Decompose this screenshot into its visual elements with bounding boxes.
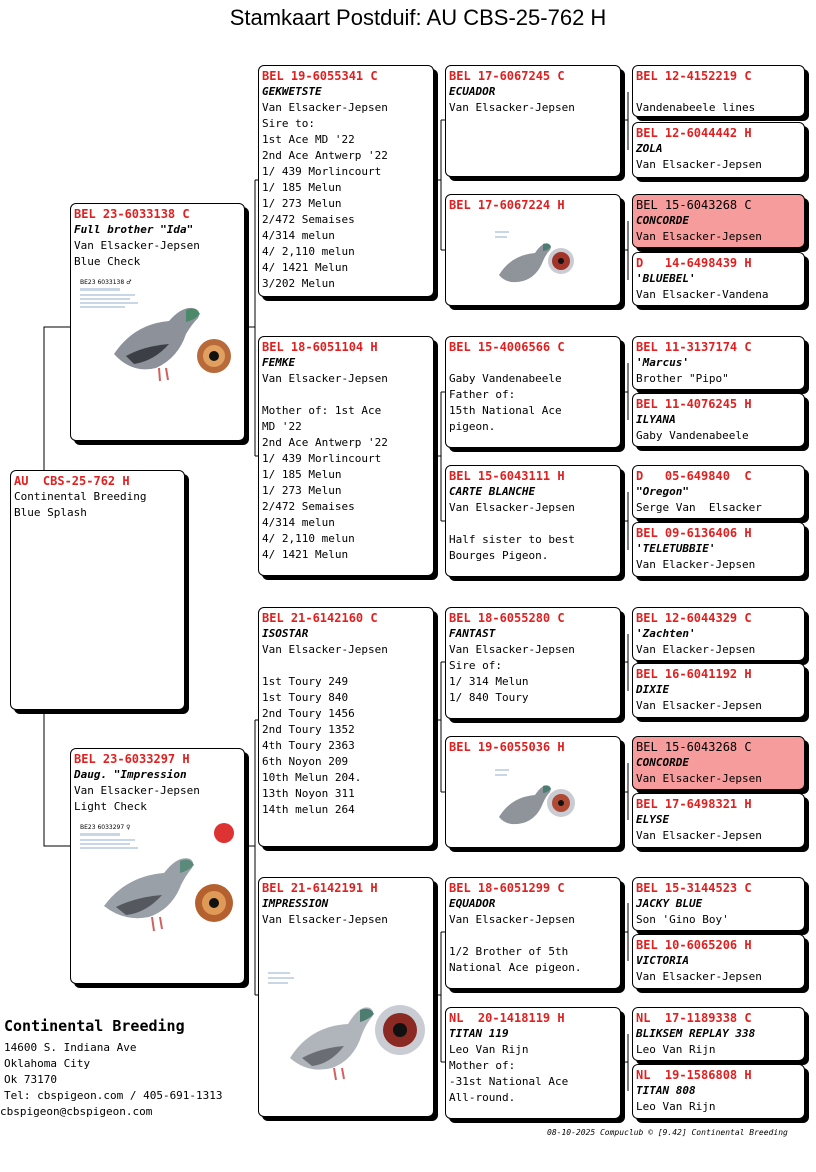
ancestor-line: Gaby Vandenabeele bbox=[449, 372, 562, 385]
ancestor-ring: BEL 10-6065206 H bbox=[636, 938, 752, 952]
grandparent-line: 1st Toury 840 bbox=[262, 691, 349, 704]
ancestor-card[interactable] bbox=[632, 607, 805, 661]
grandparent-line: 1/ 273 Melun bbox=[262, 197, 342, 210]
ancestor-card[interactable] bbox=[632, 336, 805, 390]
ancestor-ring: BEL 11-4076245 H bbox=[636, 397, 752, 411]
pigeon-photo bbox=[262, 968, 430, 1093]
ancestor-ring: BEL 15-6043111 H bbox=[449, 469, 565, 483]
ancestor-name: JACKY BLUE bbox=[636, 897, 703, 910]
grandparent-line: 6th Noyon 209 bbox=[262, 755, 349, 768]
ancestor-line: Mother of: bbox=[449, 1059, 516, 1072]
subject-card[interactable] bbox=[10, 470, 185, 710]
breeder-name: Continental Breeding bbox=[4, 1017, 185, 1035]
pigeon-photo bbox=[449, 213, 617, 293]
ancestor-line: Van Elsacker-Jepsen bbox=[636, 230, 762, 243]
great-grandparent-card[interactable] bbox=[445, 607, 621, 719]
subject-line: Continental Breeding bbox=[14, 490, 147, 503]
grandparent-line: 2nd Ace Antwerp '22 bbox=[262, 149, 388, 162]
dam-card[interactable] bbox=[70, 748, 245, 984]
grandparent-line: Van Elsacker-Jepsen bbox=[262, 101, 388, 114]
great-grandparent-card[interactable] bbox=[445, 194, 621, 306]
ancestor-ring: BEL 17-6498321 H bbox=[636, 797, 752, 811]
pigeon-photo bbox=[449, 755, 617, 835]
grandparent-line: 4/ 1421 Melun bbox=[262, 261, 349, 274]
ancestor-name: VICTORIA bbox=[636, 954, 689, 967]
grandparent-line: Van Elsacker-Jepsen bbox=[262, 643, 388, 656]
grandparent-line: 1/ 439 Morlincourt bbox=[262, 452, 382, 465]
ancestor-name: FANTAST bbox=[449, 627, 496, 640]
breeder-phone[interactable]: Tel: cbspigeon.com / 405-691-1313 bbox=[4, 1089, 223, 1102]
ancestor-card[interactable] bbox=[632, 393, 805, 447]
print-stamp: 08-10-2025 Compuclub © [9.42] Continental Breeding bbox=[547, 1128, 788, 1137]
photo-card-ring: BE23 6033297 ♀ bbox=[80, 824, 131, 831]
great-grandparent-card[interactable] bbox=[445, 877, 621, 989]
grandparent-line: 3/202 Melun bbox=[262, 277, 335, 290]
ancestor-line: Van Elsacker-Jepsen bbox=[636, 772, 762, 785]
ancestor-line bbox=[449, 355, 617, 371]
grandparent-line: 4/ 1421 Melun bbox=[262, 548, 349, 561]
sire-line: Van Elsacker-Jepsen bbox=[74, 239, 200, 252]
ancestor-line: Sire of: bbox=[449, 659, 502, 672]
dam-line: Light Check bbox=[74, 800, 147, 813]
ancestor-card[interactable] bbox=[632, 252, 805, 306]
grandparent-line: Sire to: bbox=[262, 117, 315, 130]
grandparent-card[interactable] bbox=[258, 607, 434, 847]
ancestor-name: TITAN 119 bbox=[449, 1027, 509, 1040]
grandparent-line: 1st Toury 249 bbox=[262, 675, 349, 688]
grandparent-line: Van Elsacker-Jepsen bbox=[262, 913, 388, 926]
ancestor-name: 'TELETUBBIE' bbox=[636, 542, 716, 555]
ancestor-card[interactable] bbox=[632, 122, 805, 178]
grandparent-ring: BEL 18-6051104 H bbox=[262, 340, 378, 354]
ancestor-line: Father of: bbox=[449, 388, 516, 401]
grandparent-ring: BEL 21-6142160 C bbox=[262, 611, 378, 625]
ancestor-name: CONCORDE bbox=[636, 756, 689, 769]
ancestor-line: Son 'Gino Boy' bbox=[636, 913, 729, 926]
ancestor-line: Brother "Pipo" bbox=[636, 372, 729, 385]
grandparent-line: 2nd Toury 1456 bbox=[262, 707, 355, 720]
pigeon-card-photo bbox=[74, 821, 241, 946]
grandparent-card[interactable] bbox=[258, 65, 434, 297]
ancestor-ring: BEL 17-6067224 H bbox=[449, 198, 565, 212]
ancestor-line: Van Elsacker-Jepsen bbox=[449, 101, 575, 114]
ancestor-card[interactable] bbox=[632, 522, 805, 577]
ancestor-ring: BEL 09-6136406 H bbox=[636, 526, 752, 540]
ancestor-card[interactable] bbox=[632, 1064, 805, 1119]
grandparent-line: 1/ 439 Morlincourt bbox=[262, 165, 382, 178]
ancestor-name: ZOLA bbox=[636, 142, 663, 155]
ancestor-line: pigeon. bbox=[449, 420, 496, 433]
grandparent-line: 2nd Toury 1352 bbox=[262, 723, 355, 736]
grandparent-name: GEKWETSTE bbox=[262, 85, 322, 98]
ancestor-line bbox=[636, 84, 801, 100]
ancestor-line: Bourges Pigeon. bbox=[449, 549, 549, 562]
ancestor-line: Van Elsacker-Jepsen bbox=[449, 501, 575, 514]
ancestor-line: 1/ 314 Melun bbox=[449, 675, 529, 688]
ancestor-card-highlighted[interactable] bbox=[632, 194, 805, 248]
grandparent-line: 1st Ace MD '22 bbox=[262, 133, 355, 146]
ancestor-card[interactable] bbox=[632, 1007, 805, 1061]
grandparent-line: 1/ 185 Melun bbox=[262, 181, 342, 194]
ancestor-name: ELYSE bbox=[636, 813, 670, 826]
ancestor-line: All-round. bbox=[449, 1091, 516, 1104]
great-grandparent-card[interactable] bbox=[445, 465, 621, 577]
ancestor-line: Van Elsacker-Jepsen bbox=[449, 913, 575, 926]
ancestor-ring: BEL 18-6051299 C bbox=[449, 881, 565, 895]
photo-card-ring: BE23 6033138 ♂ bbox=[80, 279, 132, 286]
ancestor-name: 'Zachten' bbox=[636, 627, 696, 640]
ancestor-line: Leo Van Rijn bbox=[636, 1100, 716, 1113]
grandparent-line: MD '22 bbox=[262, 420, 302, 433]
sire-line: Blue Check bbox=[74, 255, 141, 268]
ancestor-line: Leo Van Rijn bbox=[636, 1043, 716, 1056]
ancestor-ring: BEL 17-6067245 C bbox=[449, 69, 565, 83]
dam-name: Daug. "Impression bbox=[74, 768, 187, 781]
ancestor-name: CARTE BLANCHE bbox=[449, 485, 536, 498]
ancestor-name: 'BLUEBEL' bbox=[636, 272, 696, 285]
ancestor-line: Half sister to best bbox=[449, 533, 575, 546]
page-title: Stamkaart Postduif: AU CBS-25-762 H bbox=[229, 5, 607, 30]
ancestor-ring: BEL 16-6041192 H bbox=[636, 667, 752, 681]
grandparent-ring: BEL 21-6142191 H bbox=[262, 881, 378, 895]
grandparent-line: 1/ 273 Melun bbox=[262, 484, 342, 497]
dam-ring: BEL 23-6033297 H bbox=[74, 752, 190, 766]
ancestor-name: EQUADOR bbox=[449, 897, 496, 910]
ancestor-line: Van Elsacker-Jepsen bbox=[636, 970, 762, 983]
ancestor-name: ECUADOR bbox=[449, 85, 496, 98]
grandparent-line: 4/ 2,110 melun bbox=[262, 245, 355, 258]
grandparent-card[interactable] bbox=[258, 877, 434, 1117]
breeder-city: Oklahoma City bbox=[4, 1057, 91, 1070]
ancestor-name: 'Marcus' bbox=[636, 356, 689, 369]
ancestor-name: CONCORDE bbox=[636, 214, 689, 227]
sire-name: Full brother "Ida" bbox=[74, 223, 194, 236]
ancestor-line: Van Elacker-Jepsen bbox=[636, 558, 756, 571]
ancestor-line: 1/2 Brother of 5th bbox=[449, 945, 569, 958]
ancestor-ring: BEL 15-6043268 C bbox=[636, 740, 752, 754]
breeder-state-zip: Ok 73170 bbox=[4, 1073, 57, 1086]
breeder-email[interactable]: cbspigeon@cbspigeon.com bbox=[0, 1105, 153, 1118]
grandparent-line: 4th Toury 2363 bbox=[262, 739, 355, 752]
ancestor-line: 15th National Ace bbox=[449, 404, 562, 417]
ancestor-line: Van Elsacker-Jepsen bbox=[636, 699, 762, 712]
ancestor-ring: BEL 12-6044329 C bbox=[636, 611, 752, 625]
ancestor-ring: NL 19-1586808 H bbox=[636, 1068, 752, 1082]
grandparent-ring: BEL 19-6055341 C bbox=[262, 69, 378, 83]
grandparent-line: 1/ 185 Melun bbox=[262, 468, 342, 481]
ancestor-line: Vandenabeele lines bbox=[636, 101, 756, 114]
ancestor-ring: BEL 12-6044442 H bbox=[636, 126, 752, 140]
pigeon-card-photo bbox=[74, 276, 241, 401]
grandparent-line: Van Elsacker-Jepsen bbox=[262, 372, 388, 385]
grandparent-line: 4/314 melun bbox=[262, 516, 335, 529]
ancestor-card-highlighted[interactable] bbox=[632, 736, 805, 790]
great-grandparent-card[interactable] bbox=[445, 336, 621, 448]
breeder-address: 14600 S. Indiana Ave bbox=[4, 1041, 137, 1054]
ancestor-name: ILYANA bbox=[636, 413, 676, 426]
ancestor-line: National Ace pigeon. bbox=[449, 961, 582, 974]
grandparent-card[interactable] bbox=[258, 336, 434, 576]
ancestor-ring: BEL 15-3144523 C bbox=[636, 881, 752, 895]
ancestor-name: DIXIE bbox=[636, 683, 670, 696]
sire-ring: BEL 23-6033138 C bbox=[74, 207, 190, 221]
grandparent-line: 2nd Ace Antwerp '22 bbox=[262, 436, 388, 449]
ancestor-line: 1/ 840 Toury bbox=[449, 691, 529, 704]
grandparent-line: 4/314 melun bbox=[262, 229, 335, 242]
grandparent-line: Mother of: 1st Ace bbox=[262, 404, 382, 417]
ancestor-line: Gaby Vandenabeele bbox=[636, 429, 749, 442]
ancestor-card[interactable] bbox=[632, 793, 805, 848]
subject-line: Blue Splash bbox=[14, 506, 87, 519]
ancestor-ring: BEL 15-4006566 C bbox=[449, 340, 565, 354]
grandparent-line: 14th melun 264 bbox=[262, 803, 355, 816]
ancestor-name: "Oregon" bbox=[636, 485, 689, 498]
grandparent-line bbox=[262, 387, 430, 403]
grandparent-line: 2/472 Semaises bbox=[262, 500, 355, 513]
ancestor-card[interactable] bbox=[632, 65, 805, 117]
breeder-contact bbox=[0, 1017, 223, 1120]
ancestor-line: Van Elsacker-Jepsen bbox=[636, 829, 762, 842]
ancestor-line: Leo Van Rijn bbox=[449, 1043, 529, 1056]
ancestor-ring: NL 17-1189338 C bbox=[636, 1011, 752, 1025]
ancestor-ring: BEL 11-3137174 C bbox=[636, 340, 752, 354]
ancestor-ring: D 05-649840 C bbox=[636, 469, 752, 483]
ancestor-name: BLIKSEM REPLAY 338 bbox=[636, 1027, 756, 1040]
great-grandparent-card[interactable] bbox=[445, 736, 621, 848]
grandparent-name: FEMKE bbox=[262, 356, 296, 369]
ancestor-ring: D 14-6498439 H bbox=[636, 256, 752, 270]
ancestor-ring: NL 20-1418119 H bbox=[449, 1011, 565, 1025]
subject-ring: AU CBS-25-762 H bbox=[14, 474, 130, 488]
grandparent-line bbox=[262, 658, 430, 674]
ancestor-line bbox=[449, 516, 617, 532]
ancestor-ring: BEL 15-6043268 C bbox=[636, 198, 752, 212]
great-grandparent-card[interactable] bbox=[445, 1007, 621, 1119]
ancestor-ring: BEL 12-4152219 C bbox=[636, 69, 752, 83]
ancestor-card[interactable] bbox=[632, 877, 805, 931]
ancestor-ring: BEL 19-6055036 H bbox=[449, 740, 565, 754]
sire-card[interactable] bbox=[70, 203, 245, 441]
grandparent-line: 4/ 2,110 melun bbox=[262, 532, 355, 545]
grandparent-line: 13th Noyon 311 bbox=[262, 787, 355, 800]
grandparent-name: IMPRESSION bbox=[262, 897, 329, 910]
ancestor-line: Serge Van Elsacker bbox=[636, 501, 762, 514]
grandparent-name: ISOSTAR bbox=[262, 627, 309, 640]
ancestor-ring: BEL 18-6055280 C bbox=[449, 611, 565, 625]
grandparent-line: 2/472 Semaises bbox=[262, 213, 355, 226]
great-grandparent-card[interactable] bbox=[445, 65, 621, 177]
ancestor-card[interactable] bbox=[632, 663, 805, 718]
grandparent-line: 10th Melun 204. bbox=[262, 771, 362, 784]
ancestor-line: -31st National Ace bbox=[449, 1075, 569, 1088]
dam-line: Van Elsacker-Jepsen bbox=[74, 784, 200, 797]
ancestor-line: Van Elsacker-Vandena bbox=[636, 288, 769, 301]
ancestor-card[interactable] bbox=[632, 934, 805, 989]
ancestor-line: Van Elsacker-Jepsen bbox=[449, 643, 575, 656]
ancestor-card[interactable] bbox=[632, 465, 805, 519]
ancestor-line: Van Elacker-Jepsen bbox=[636, 643, 756, 656]
ancestor-line: Van Elsacker-Jepsen bbox=[636, 158, 762, 171]
ancestor-name: TITAN 808 bbox=[636, 1084, 696, 1097]
ancestor-line bbox=[449, 928, 617, 944]
